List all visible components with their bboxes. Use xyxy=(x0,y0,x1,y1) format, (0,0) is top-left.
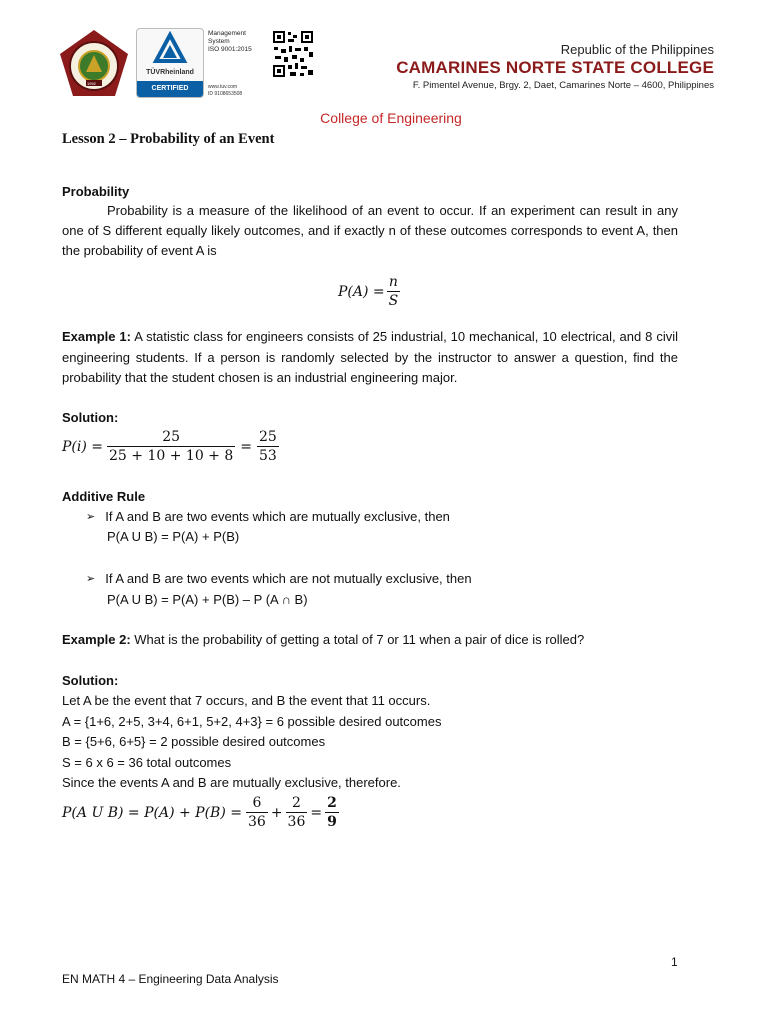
cert-line-3: ISO 9001:2015 xyxy=(208,46,252,53)
college-seal xyxy=(58,28,130,100)
cert-line-2: System xyxy=(208,38,230,45)
example-2-label: Example 2: xyxy=(62,632,131,647)
arrow-bullet-icon: ➢ xyxy=(86,573,96,585)
eq2-fraction-result xyxy=(325,794,339,831)
example-1-text: A statistic class for engineers consists of 25 industrial, 10 mechanical, 10 electrical, and 8 civil engineering students. If a person is randomly selected by the instructor to answer a question, find the probability that the student chosen is an industrial engineering major. xyxy=(62,329,678,385)
additive-rule-1 xyxy=(86,507,450,527)
eq2-lhs: P(A U B) = P(A) + P(B) = xyxy=(62,804,242,821)
additive-rule-2 xyxy=(86,569,472,589)
example-1-solution-label: Solution: xyxy=(62,410,119,425)
rule-1-text: If A and B are two events which are mutually exclusive, then xyxy=(105,509,450,524)
eq1-lhs: P(i) = xyxy=(62,438,104,455)
cert-text xyxy=(208,30,252,54)
probability-heading: Probability xyxy=(62,184,130,199)
eq1-fraction-1 xyxy=(107,428,235,465)
formula-numerator: n xyxy=(388,274,398,290)
example-2-solution-label: Solution: xyxy=(62,673,119,688)
rule-2-text: If A and B are two events which are not mutually exclusive, then xyxy=(105,571,472,586)
college-address: F. Pimentel Avenue, Brgy. 2, Daet, Camarines Norte – 4600, Philippines xyxy=(412,80,714,91)
qr-code-icon xyxy=(272,30,314,78)
eq2-num-2: 2 xyxy=(292,795,301,811)
cert-site-url: www.tuv.com xyxy=(208,84,238,90)
formula-lhs: P(A) = xyxy=(338,283,385,300)
solution-line: Let A be the event that 7 occurs, and B the event that 11 occurs. xyxy=(62,693,431,708)
tuv-certification-logo xyxy=(136,28,204,98)
probability-paragraph: Probability is a measure of the likelihood of an event to occur. If an experiment can result in any one of S different equally likely outcomes, and if exactly n of these outcomes corresponds to event A, then the probability of event A is xyxy=(62,203,678,258)
eq1-equals: = xyxy=(240,438,252,455)
example-1-label: Example 1: xyxy=(62,329,131,344)
lesson-title: Lesson 2 – Probability of an Event xyxy=(62,131,275,147)
eq1-den-1: 25 + 10 + 10 + 8 xyxy=(109,448,234,464)
example-1 xyxy=(62,327,678,389)
eq1-den-2: 53 xyxy=(259,448,277,464)
seal-year: 1992 xyxy=(87,81,96,86)
eq2-num-1: 6 xyxy=(252,795,262,811)
solution-line: S = 6 x 6 = 36 total outcomes xyxy=(62,754,232,770)
probability-formula xyxy=(338,273,402,310)
eq2-equals: = xyxy=(310,804,323,821)
republic-text: Republic of the Philippines xyxy=(560,42,714,57)
formula-fraction xyxy=(387,273,401,310)
solution-line: Since the events A and B are mutually exclusive, therefore. xyxy=(62,775,401,790)
cert-line-1: Management xyxy=(208,30,246,37)
rule-2-formula: P(A U B) = P(A) + P(B) – P (A ∩ B) xyxy=(107,592,308,607)
example-2-text: What is the probability of getting a total of 7 or 11 when a pair of dice is rolled? xyxy=(134,632,585,647)
eq2-num-result: 2 xyxy=(327,795,337,811)
solution-line: A = {1+6, 2+5, 3+4, 6+1, 5+2, 4+3} = 6 possible desired outcomes xyxy=(62,713,442,729)
additive-rule-heading: Additive Rule xyxy=(62,489,146,504)
eq1-num-1: 25 xyxy=(162,429,181,445)
eq2-fraction-2 xyxy=(286,794,308,831)
eq2-den-2: 36 xyxy=(287,814,306,830)
eq2-den-result: 9 xyxy=(327,814,337,830)
rule-1-formula: P(A U B) = P(A) + P(B) xyxy=(107,529,240,544)
arrow-bullet-icon: ➢ xyxy=(86,511,96,523)
tuv-brand: TÜVRheinland xyxy=(146,69,194,76)
eq2-plus: + xyxy=(270,804,283,821)
eq1-fraction-2 xyxy=(257,428,279,465)
footer-course: EN MATH 4 – Engineering Data Analysis xyxy=(62,972,279,986)
department-name: College of Engineering xyxy=(320,110,462,126)
example-2-equation xyxy=(62,794,341,831)
example-1-equation xyxy=(62,428,281,465)
page-number: 1 xyxy=(671,955,678,969)
eq2-fraction-1 xyxy=(246,794,268,831)
formula-denominator: S xyxy=(388,293,399,309)
eq2-den-1: 36 xyxy=(247,814,266,830)
eq1-num-2: 25 xyxy=(259,429,277,445)
example-2-solution-lines xyxy=(62,691,441,794)
college-name: CAMARINES NORTE STATE COLLEGE xyxy=(396,58,714,77)
example-2 xyxy=(62,630,584,650)
cert-site xyxy=(208,84,242,98)
tuv-certified-badge: CERTIFIED xyxy=(137,81,203,97)
cert-site-id: ID 9108653508 xyxy=(208,91,243,97)
solution-line: B = {5+6, 6+5} = 2 possible desired outcomes xyxy=(62,734,326,749)
tuv-triangle-icon xyxy=(137,31,203,67)
